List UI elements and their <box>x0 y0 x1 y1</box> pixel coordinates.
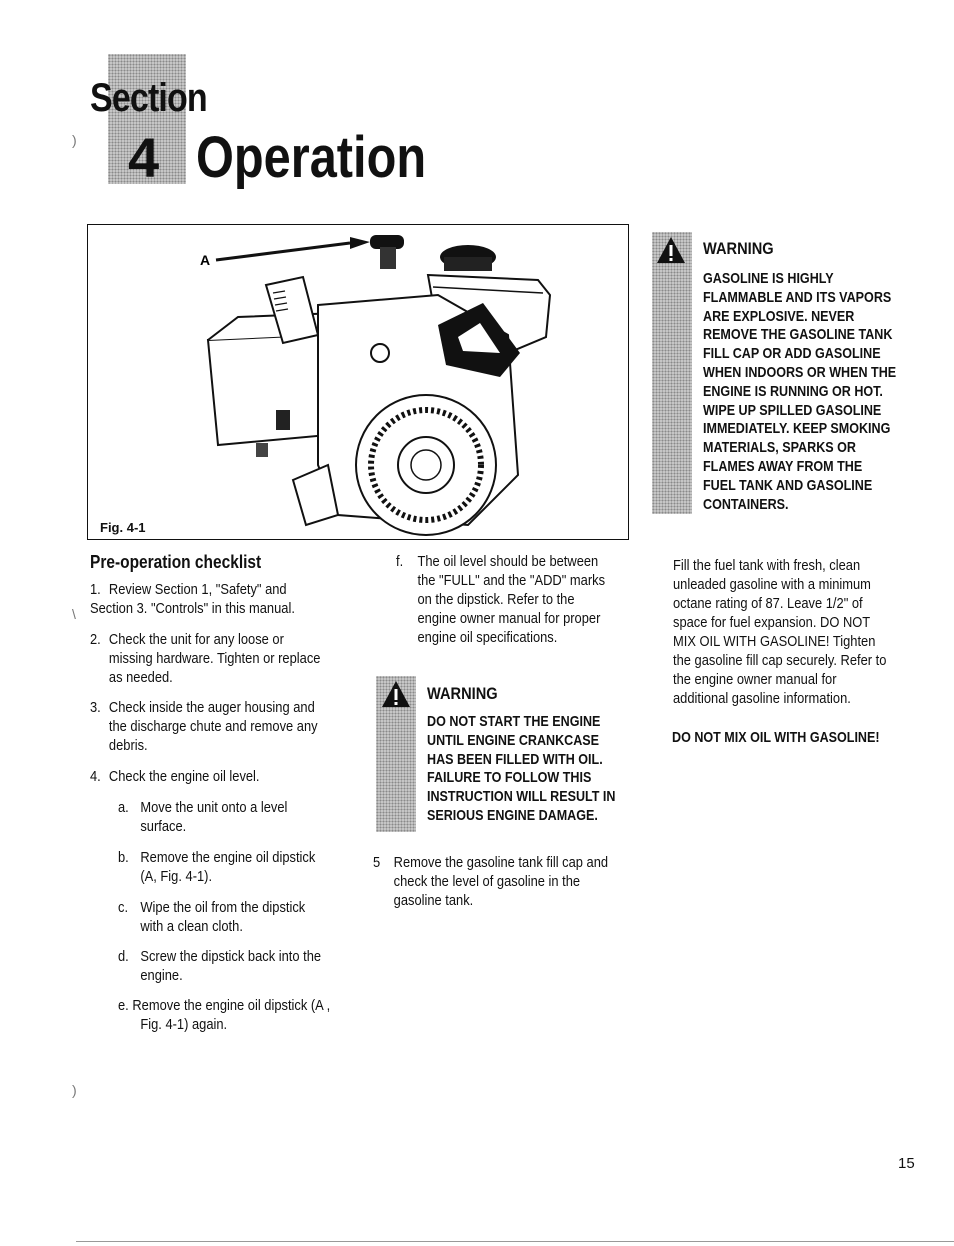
warning-line: INSTRUCTION WILL RESULT IN <box>427 789 616 806</box>
item-text: on the dipstick. Refer to the <box>417 591 575 608</box>
engine-illustration <box>88 225 628 539</box>
checklist-item-2 <box>90 630 365 687</box>
warning-line: GASOLINE IS HIGHLY <box>703 271 834 287</box>
paragraph-line: Fill the fuel tank with fresh, clean <box>673 557 861 574</box>
warning-line: ENGINE IS RUNNING OR HOT. <box>703 383 883 400</box>
section-number: 4 <box>128 126 160 189</box>
item-text: missing hardware. Tighten or replace <box>108 650 321 667</box>
figure-frame <box>87 224 629 540</box>
warning-line: HAS BEEN FILLED WITH OIL. <box>427 751 603 768</box>
item-text: The oil level should be between <box>417 553 599 570</box>
warning-line: WIPE UP SPILLED GASOLINE <box>703 402 882 419</box>
figure-caption: Fig. 4-1 <box>100 520 146 535</box>
item-text: debris. <box>108 737 148 754</box>
item-text: check the level of gasoline in the <box>393 873 581 890</box>
warning-text-block <box>703 270 954 514</box>
item-number: 2. <box>90 631 101 648</box>
bottom-rule <box>76 1241 954 1242</box>
warning-line: FLAMES AWAY FROM THE <box>703 458 863 475</box>
item-text: (A, Fig. 4-1). <box>140 868 213 885</box>
item-text: surface. <box>140 818 187 835</box>
warning-text-block <box>427 713 667 826</box>
warning-line: FILL CAP OR ADD GASOLINE <box>703 346 881 363</box>
item-text: engine owner manual for proper <box>417 610 601 627</box>
item-number: f. <box>396 553 404 570</box>
item-text: Fig. 4-1) again. <box>140 1016 228 1033</box>
item-number: a. <box>118 799 129 816</box>
checklist-item-5 <box>373 853 640 910</box>
checklist-heading: Pre-operation checklist <box>90 552 262 572</box>
warning-line: ARE EXPLOSIVE. NEVER <box>703 308 855 325</box>
item-text: gasoline tank. <box>393 892 474 909</box>
warning-line: WHEN INDOORS OR WHEN THE <box>703 364 897 381</box>
checklist-subitem-c <box>118 898 359 936</box>
paragraph-line: unleaded gasoline with a minimum <box>673 576 871 593</box>
paragraph-line: space for fuel expansion. DO NOT <box>673 614 871 631</box>
item-text: Check the unit for any loose or <box>108 631 284 648</box>
item-number: 3. <box>90 699 101 716</box>
warning-line: IMMEDIATELY. KEEP SMOKING <box>703 421 891 438</box>
warning-title: WARNING <box>427 684 498 703</box>
item-text: Screw the dipstick back into the <box>140 948 322 965</box>
margin-mark: ) <box>72 1082 77 1098</box>
item-text: Check the engine oil level. <box>108 768 260 785</box>
item-text: Move the unit onto a level <box>140 799 288 816</box>
item-text: Review Section 1, "Safety" and <box>108 581 287 598</box>
checklist-subitem-d <box>118 947 359 985</box>
warning-line: SERIOUS ENGINE DAMAGE. <box>427 807 598 824</box>
item-text: engine. <box>140 967 183 984</box>
bold-note: DO NOT MIX OIL WITH GASOLINE! <box>672 730 880 746</box>
callout-letter: A <box>200 252 211 268</box>
margin-mark: ) <box>72 132 77 148</box>
item-number: 4. <box>90 768 101 785</box>
warning-line: DO NOT START THE ENGINE <box>427 714 601 730</box>
page-number: 15 <box>898 1155 915 1172</box>
item-text: e. Remove the engine oil dipstick (A , <box>118 997 331 1014</box>
item-number: 1. <box>90 581 101 598</box>
item-number: b. <box>118 849 129 866</box>
item-text: Check inside the auger housing and <box>108 699 315 716</box>
warning-line: FLAMMABLE AND ITS VAPORS <box>703 289 892 306</box>
item-number: 5 <box>373 854 381 871</box>
item-text: the discharge chute and remove any <box>108 718 318 735</box>
item-number: c. <box>118 899 129 916</box>
checklist-item-4 <box>90 767 365 786</box>
warning-title: WARNING <box>703 239 774 258</box>
checklist-subitem-a <box>118 798 359 836</box>
item-text: Remove the gasoline tank fill cap and <box>393 854 609 871</box>
section-label: Section <box>90 76 207 120</box>
checklist-subitem-f <box>396 552 637 647</box>
warning-triangle-icon <box>381 680 411 708</box>
paragraph-line: the gasoline fill cap securely. Refer to <box>673 652 887 669</box>
item-text: with a clean cloth. <box>140 918 243 935</box>
paragraph-line: the engine owner manual for <box>673 671 837 688</box>
item-text: Wipe the oil from the dipstick <box>140 899 306 916</box>
warning-line: FUEL TANK AND GASOLINE <box>703 477 873 494</box>
warning-line: UNTIL ENGINE CRANKCASE <box>427 732 600 749</box>
warning-line: CONTAINERS. <box>703 496 789 513</box>
warning-triangle-icon <box>656 236 686 264</box>
warning-shade-bar <box>652 232 692 514</box>
item-text: the "FULL" and the "ADD" marks <box>417 572 606 589</box>
checklist-subitem-e <box>118 996 367 1034</box>
warning-line: REMOVE THE GASOLINE TANK <box>703 327 893 344</box>
checklist-item-3 <box>90 698 365 755</box>
page-title: Operation <box>196 125 427 190</box>
margin-mark: \ <box>72 606 76 622</box>
item-text: Section 3. "Controls" in this manual. <box>90 600 295 617</box>
item-text: as needed. <box>108 669 173 686</box>
checklist-item-1 <box>90 580 357 618</box>
warning-line: FAILURE TO FOLLOW THIS <box>427 770 592 787</box>
item-number: d. <box>118 948 129 965</box>
paragraph-line: octane rating of 87. Leave 1/2" of <box>673 595 863 612</box>
paragraph-line: additional gasoline information. <box>673 690 851 707</box>
checklist-subitem-b <box>118 848 359 886</box>
fuel-instructions <box>673 556 931 708</box>
warning-line: MATERIALS, SPARKS OR <box>703 440 856 457</box>
paragraph-line: MIX OIL WITH GASOLINE! Tighten <box>673 633 876 650</box>
item-text: engine oil specifications. <box>417 629 558 646</box>
item-text: Remove the engine oil dipstick <box>140 849 316 866</box>
